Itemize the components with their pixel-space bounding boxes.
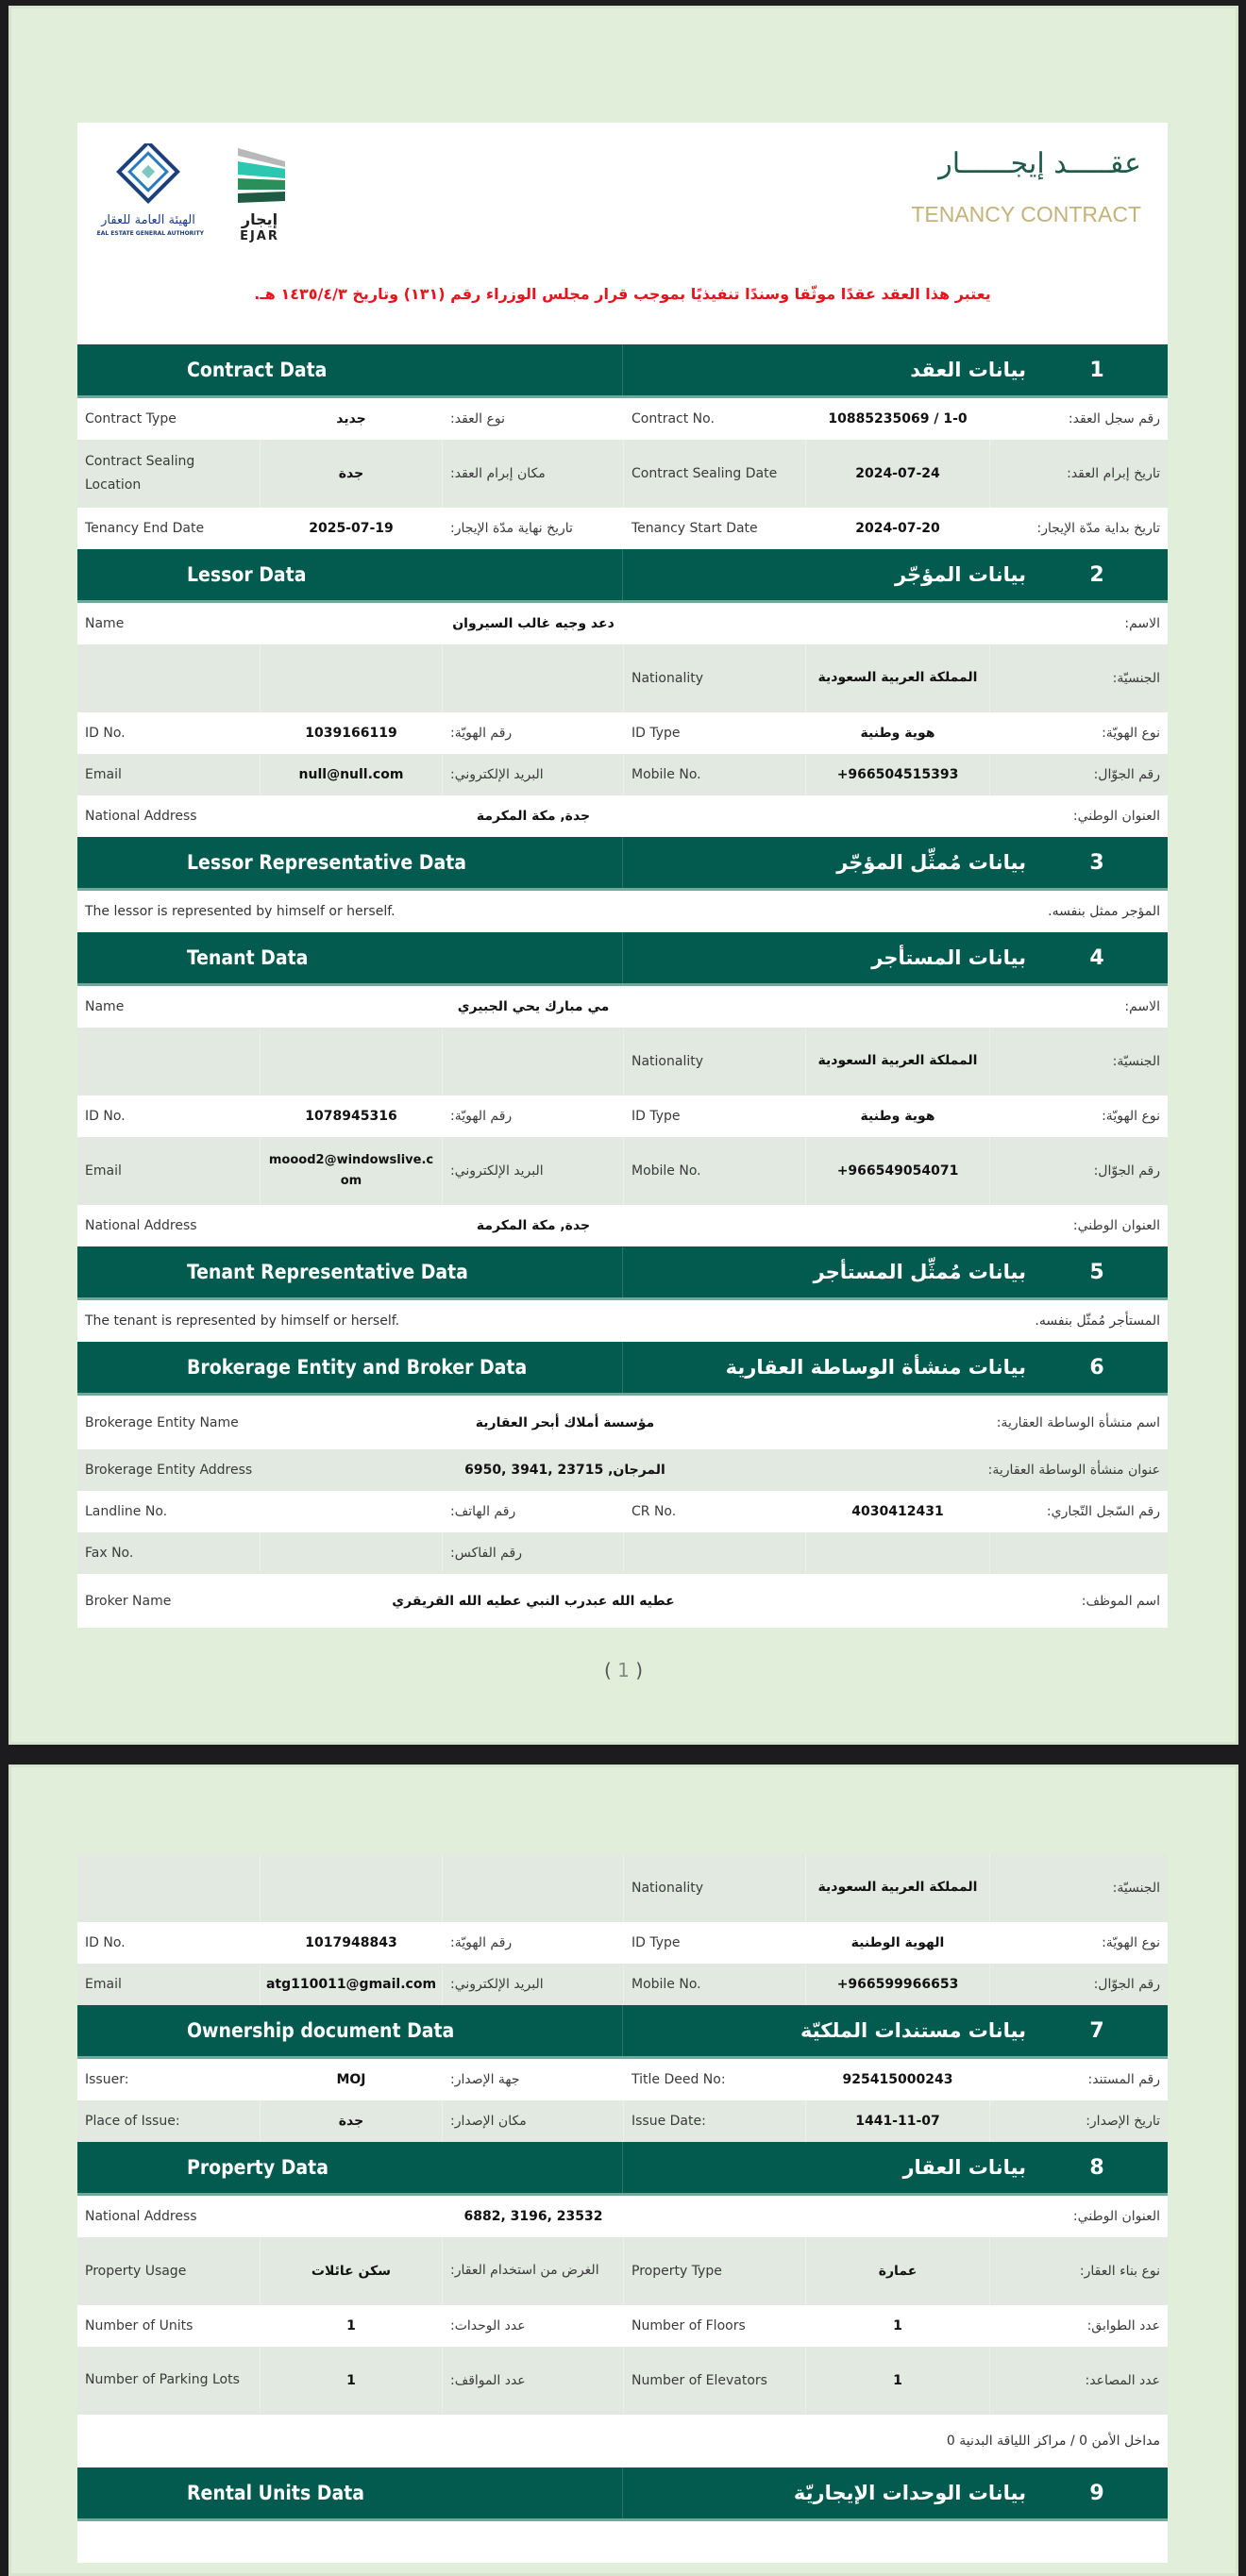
label-ar: جهة الإصدار: [442, 2059, 623, 2100]
table-row [77, 1491, 1168, 1532]
section-title-ar: بيانات الوحدات الإيجاريّة [793, 2482, 1026, 2504]
label-en: National Address [85, 1218, 197, 1233]
section-title-en: Rental Units Data [77, 2467, 623, 2518]
label-ar: الجنسيّة: [989, 1854, 1168, 1922]
label-ar: رقم الهويّة: [442, 712, 623, 754]
section-number: 5 [1089, 1260, 1104, 1284]
value: moood2@windowslive.com [260, 1137, 442, 1205]
note-ar: المستأجر مُمثّل بنفسه. [1035, 1313, 1160, 1329]
section-number: 2 [1089, 562, 1104, 587]
table-row [77, 2521, 1168, 2563]
section-header-rental-units [77, 2467, 1168, 2521]
table-row [77, 1096, 1168, 1137]
table-row [77, 440, 1168, 508]
value: atg110011@gmail.com [260, 1964, 442, 2005]
label-ar: عدد الوحدات: [442, 2305, 623, 2347]
section-header-property [77, 2142, 1168, 2196]
label-en: Tenancy End Date [85, 521, 205, 536]
label-ar: رقم السّجل التّجاري: [989, 1491, 1168, 1532]
label-en: Nationality [623, 644, 805, 712]
svg-text:إيجار: إيجار [241, 210, 278, 228]
label-ar: تاريخ إبرام العقد: [989, 440, 1168, 508]
label-en: Brokerage Entity Name [85, 1414, 239, 1430]
label-ar: رقم الجوّال: [989, 754, 1168, 795]
label-en: Name [85, 616, 125, 631]
section-title-en: Contract Data [77, 344, 623, 395]
page-number: ( 1 ) [603, 1659, 644, 1681]
label-en: Name [85, 999, 125, 1014]
label-ar: رقم الجوّال: [989, 1137, 1168, 1205]
section-header-ownership [77, 2005, 1168, 2059]
document-page-2 [8, 1765, 1238, 2576]
value: +966599966653 [805, 1964, 989, 2005]
table-row [77, 2196, 1168, 2237]
value: 1078945316 [260, 1096, 442, 1137]
table-row [77, 986, 1168, 1028]
section-title-en: Tenant Data [77, 932, 623, 983]
label-en: Mobile No. [623, 1137, 805, 1205]
legal-notice: يعتبر هذا العقد عقدًا موثّقا وسندًا تنفيذيًا بموجب قرار مجلس الوزراء رقم (١٣١) وتاريخ ١٤٣٥/٤/٣ هـ. [254, 285, 991, 303]
value: جديد [260, 398, 442, 440]
logos [96, 143, 313, 247]
value: MOJ [260, 2059, 442, 2100]
label-ar: تاريخ الإصدار: [989, 2100, 1168, 2142]
value: هوية وطنية [805, 712, 989, 754]
value: 1 [805, 2305, 989, 2347]
section-header-lessor [77, 549, 1168, 603]
label-ar: نوع الهويّة: [989, 1096, 1168, 1137]
table-row [77, 754, 1168, 795]
value: المملكة العربية السعودية [805, 1028, 989, 1096]
section-number: 1 [1089, 358, 1104, 382]
label-ar: البريد الإلكتروني: [442, 1964, 623, 2005]
table-row [77, 1532, 1168, 1574]
label-ar: رقم الهويّة: [442, 1096, 623, 1137]
value: جدة, مكة المكرمة [476, 1218, 591, 1233]
value: دعد وجيه غالب السيروان [452, 616, 615, 631]
title-english: TENANCY CONTRACT [911, 202, 1141, 226]
label-ar: نوع العقد: [442, 398, 623, 440]
label-ar: البريد الإلكتروني: [442, 1137, 623, 1205]
label-ar: الجنسيّة: [989, 644, 1168, 712]
label-ar: رقم الفاكس: [442, 1532, 623, 1574]
label-en: Contract No. [623, 398, 805, 440]
table-row [77, 2415, 1168, 2467]
table-row [77, 1300, 1168, 1342]
label-en: CR No. [623, 1491, 805, 1532]
section-header-lessor-representative [77, 837, 1168, 891]
svg-text:REAL ESTATE GENERAL AUTHORITY: REAL ESTATE GENERAL AUTHORITY [96, 230, 204, 237]
table-row [77, 1205, 1168, 1246]
value: هوية وطنية [805, 1096, 989, 1137]
value: +966504515393 [805, 754, 989, 795]
label-ar: عدد الطوابق: [989, 2305, 1168, 2347]
value: 1039166119 [260, 712, 442, 754]
table-row [77, 398, 1168, 440]
section-number: 8 [1089, 2155, 1104, 2180]
label-ar: رقم الهويّة: [442, 1922, 623, 1964]
label-en: ID No. [85, 726, 126, 741]
value: جدة [260, 2100, 442, 2142]
section-number: 7 [1089, 2018, 1104, 2043]
label-ar: العنوان الوطني: [1072, 2209, 1160, 2224]
value: 2025-07-19 [260, 508, 442, 549]
section-number: 6 [1089, 1355, 1104, 1380]
value: عمارة [805, 2237, 989, 2305]
value: جدة, مكة المكرمة [476, 809, 591, 824]
section-title-ar: بيانات مُمثِّل المستأجر [813, 1261, 1026, 1283]
label-en: National Address [85, 809, 197, 824]
section-title-en: Brokerage Entity and Broker Data [77, 1342, 623, 1393]
table-row [77, 1922, 1168, 1964]
label-ar: مكان إبرام العقد: [442, 440, 623, 508]
label-en: National Address [85, 2209, 197, 2224]
label-en: Landline No. [85, 1504, 168, 1519]
label-en: Email [85, 767, 122, 782]
contract-header [77, 123, 1168, 344]
value: مي مبارك يحي الجبيري [457, 999, 610, 1014]
value: 1441-11-07 [805, 2100, 989, 2142]
table-row [77, 1396, 1168, 1449]
label-en: Contract Type [85, 411, 177, 427]
value: 2024-07-24 [805, 440, 989, 508]
label-ar: عدد المواقف: [442, 2347, 623, 2415]
value: +966549054071 [805, 1137, 989, 1205]
label-en: ID Type [623, 1922, 805, 1964]
label-en: Mobile No. [623, 1964, 805, 2005]
table-row [77, 1964, 1168, 2005]
label-ar: العنوان الوطني: [1072, 1218, 1160, 1233]
label-en: Nationality [623, 1028, 805, 1096]
label-ar: رقم المستند: [989, 2059, 1168, 2100]
label-en: Email [85, 1977, 122, 1992]
section-header-tenant [77, 932, 1168, 986]
label-en: Number of Units [85, 2318, 194, 2333]
label-ar: نوع بناء العقار: [989, 2237, 1168, 2305]
label-ar: الغرض من استخدام العقار: [442, 2237, 623, 2305]
table-row [77, 1028, 1168, 1096]
value: 2024-07-20 [805, 508, 989, 549]
value: المرجان, 23715 ,3941 ,6950 [464, 1463, 665, 1478]
label-ar: رقم سجل العقد: [989, 398, 1168, 440]
rega-logo-icon [96, 143, 313, 247]
label-ar: نوع الهويّة: [989, 1922, 1168, 1964]
label-en: Mobile No. [623, 754, 805, 795]
value: 6882, 3196, 23532 [463, 2209, 603, 2224]
label-en: Number of Elevators [623, 2347, 805, 2415]
value: عطيه الله عبدرب النبي عطيه الله القريقري [392, 1593, 675, 1609]
value: 1 [260, 2347, 442, 2415]
value: 4030412431 [805, 1491, 989, 1532]
section-title-en: Ownership document Data [77, 2005, 623, 2056]
value [260, 1491, 442, 1532]
label-ar: رقم الهاتف: [442, 1491, 623, 1532]
value: 1 [805, 2347, 989, 2415]
section-title-ar: بيانات مُمثِّل المؤجّر [836, 851, 1026, 874]
label-en: Email [85, 1163, 122, 1179]
label-en: ID Type [623, 1096, 805, 1137]
label-ar: العنوان الوطني: [1072, 809, 1160, 824]
value: 10885235069 / 1-0 [805, 398, 989, 440]
label-en: Issue Date: [623, 2100, 805, 2142]
page1-table [77, 344, 1168, 1628]
section-header-brokerage [77, 1342, 1168, 1396]
label-ar: الاسم: [1124, 999, 1160, 1014]
label-en: Fax No. [85, 1546, 134, 1561]
label-en: Broker Name [85, 1593, 172, 1609]
table-row [77, 795, 1168, 837]
label-en: Title Deed No: [623, 2059, 805, 2100]
section-title-ar: بيانات منشأة الوساطة العقارية [725, 1356, 1026, 1379]
svg-text:EJAR: EJAR [240, 229, 279, 243]
table-row [77, 2347, 1168, 2415]
label-ar: نوع الهويّة: [989, 712, 1168, 754]
label-en: Tenancy Start Date [623, 508, 805, 549]
label-en: Brokerage Entity Address [85, 1463, 253, 1478]
label-en: ID Type [623, 712, 805, 754]
label-en: Property Type [623, 2237, 805, 2305]
label-ar: البريد الإلكتروني: [442, 754, 623, 795]
value: 925415000243 [805, 2059, 989, 2100]
section-header-tenant-representative [77, 1246, 1168, 1300]
section-title-ar: بيانات العقار [902, 2156, 1026, 2179]
label-en: Nationality [623, 1854, 805, 1922]
table-row [77, 712, 1168, 754]
section-number: 3 [1089, 850, 1104, 875]
table-row [77, 1449, 1168, 1491]
label-en: Number of Floors [623, 2305, 805, 2347]
label-ar: رقم الجوّال: [989, 1964, 1168, 2005]
table-row [77, 891, 1168, 932]
table-row [77, 2305, 1168, 2347]
table-row [77, 2237, 1168, 2305]
label-en: Contract Sealing Location [85, 453, 195, 493]
label-en: Property Usage [85, 2264, 187, 2279]
section-title-ar: بيانات المستأجر [871, 946, 1026, 969]
label-en: Place of Issue: [85, 2114, 180, 2129]
label-ar: عنوان منشأة الوساطة العقارية: [987, 1463, 1160, 1478]
section-title-en: Lessor Representative Data [77, 837, 623, 888]
value: 1 [260, 2305, 442, 2347]
value: null@null.com [260, 754, 442, 795]
value: المملكة العربية السعودية [805, 1854, 989, 1922]
value: المملكة العربية السعودية [805, 644, 989, 712]
note-ar: المؤجر ممثل بنفسه. [1048, 904, 1160, 919]
table-row [77, 2059, 1168, 2100]
svg-text:الهيئة العامة للعقار: الهيئة العامة للعقار [101, 213, 195, 227]
table-row [77, 1137, 1168, 1205]
value: الهوية الوطنية [805, 1922, 989, 1964]
section-header-contract [77, 344, 1168, 398]
label-ar: اسم منشأة الوساطة العقارية: [996, 1414, 1160, 1430]
value [260, 1532, 442, 1574]
label-ar: الجنسيّة: [989, 1028, 1168, 1096]
label-ar: عدد المصاعد: [989, 2347, 1168, 2415]
label-en: Contract Sealing Date [623, 440, 805, 508]
note-en: The lessor is represented by himself or herself. [85, 904, 396, 919]
title-arabic: عقـــــد إيجــــــار [938, 147, 1141, 180]
section-title-en: Property Data [77, 2142, 623, 2193]
label-en: Issuer: [85, 2072, 129, 2087]
value: جدة [260, 440, 442, 508]
section-title-ar: بيانات العقد [910, 359, 1026, 381]
table-row [77, 2100, 1168, 2142]
section-number: 9 [1089, 2481, 1104, 2505]
label-ar: تاريخ نهاية مدّة الإيجار: [442, 508, 623, 549]
table-row [77, 1574, 1168, 1628]
section-title-en: Lessor Data [77, 549, 623, 600]
table-row [77, 603, 1168, 644]
label-ar: الاسم: [1124, 616, 1160, 631]
label-ar: مكان الإصدار: [442, 2100, 623, 2142]
label-ar: تاريخ بداية مدّة الإيجار: [989, 508, 1168, 549]
label-en: ID No. [85, 1109, 126, 1124]
page2-table [77, 1854, 1168, 2563]
label-ar: اسم الموظف: [1081, 1593, 1160, 1609]
table-row [77, 644, 1168, 712]
note-ar: مداخل الأمن 0 / مراكز اللياقة البدنية 0 [946, 2434, 1160, 2449]
value: سكن عائلات [260, 2237, 442, 2305]
table-row [77, 1854, 1168, 1922]
value: مؤسسة أملاك أبحر العقارية [475, 1414, 655, 1430]
label-en: Number of Parking Lots [85, 2372, 240, 2388]
label-en: ID No. [85, 1935, 126, 1950]
section-title-en: Tenant Representative Data [77, 1246, 623, 1297]
table-row [77, 508, 1168, 549]
document-page-1 [8, 6, 1238, 1745]
section-number: 4 [1089, 945, 1104, 970]
section-title-ar: بيانات مستندات الملكيّة [800, 2019, 1026, 2042]
note-en: The tenant is represented by himself or herself. [85, 1313, 400, 1329]
value: 1017948843 [260, 1922, 442, 1964]
section-title-ar: بيانات المؤجّر [894, 563, 1026, 586]
